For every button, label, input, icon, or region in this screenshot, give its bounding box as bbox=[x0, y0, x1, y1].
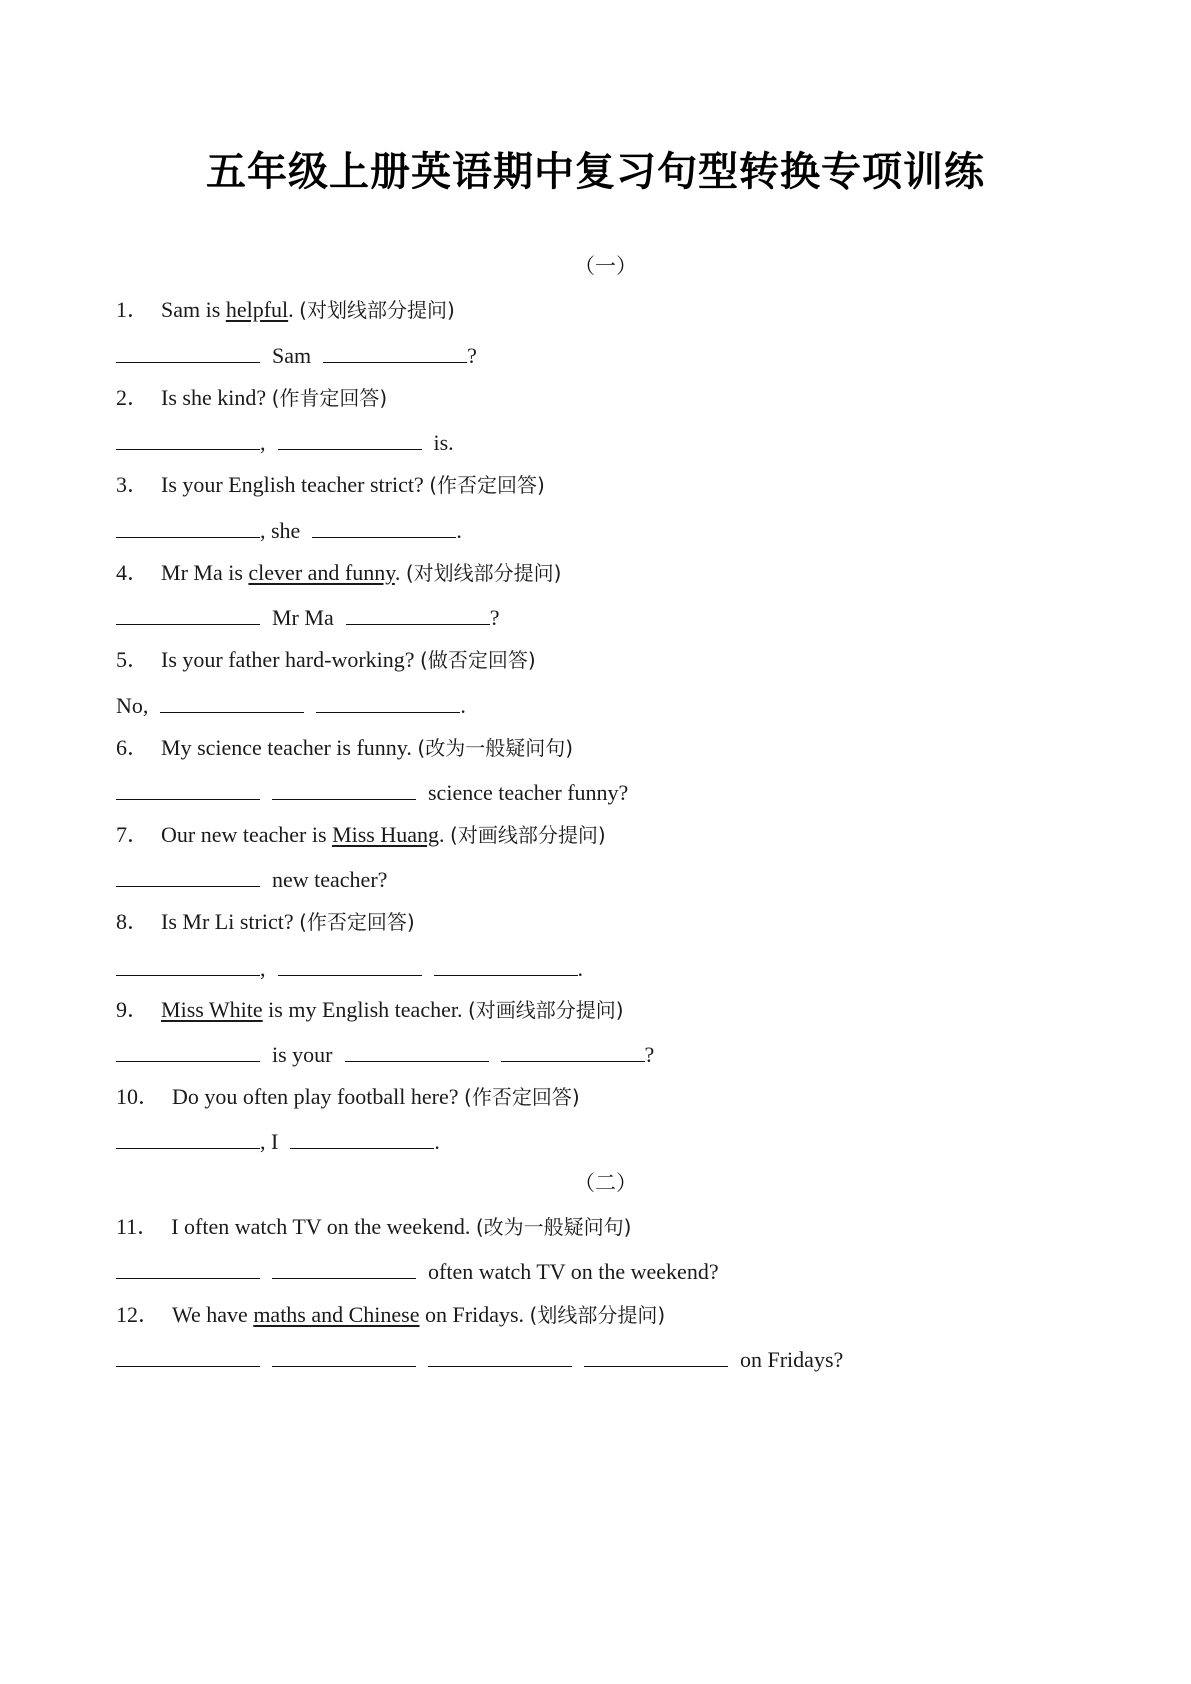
answer-line-2 bbox=[116, 427, 454, 457]
question-text: on Fridays. bbox=[419, 1302, 530, 1327]
answer-blank[interactable] bbox=[272, 1344, 416, 1367]
question-text: . bbox=[288, 297, 300, 322]
question-text: is my English teacher. bbox=[262, 997, 468, 1022]
answer-line-7 bbox=[116, 864, 387, 894]
question-number: 4． bbox=[116, 560, 150, 585]
answer-line-6 bbox=[116, 777, 628, 807]
question-2 bbox=[116, 383, 387, 413]
question-text: Sam is bbox=[161, 297, 226, 322]
answer-blank[interactable] bbox=[346, 602, 490, 625]
answer-blank[interactable] bbox=[116, 515, 260, 538]
answer-text: ? bbox=[467, 343, 477, 368]
answer-blank[interactable] bbox=[116, 1344, 260, 1367]
underlined-phrase: Miss White bbox=[161, 997, 263, 1022]
question-10 bbox=[116, 1082, 580, 1112]
instruction-hint: (作否定回答) bbox=[299, 910, 415, 934]
question-text: Is Mr Li strict? bbox=[161, 909, 300, 934]
answer-text: . bbox=[434, 1129, 440, 1154]
answer-text: . bbox=[456, 518, 462, 543]
instruction-hint: (作否定回答) bbox=[429, 473, 545, 497]
answer-blank[interactable] bbox=[116, 953, 260, 976]
question-number: 5． bbox=[116, 647, 150, 672]
answer-blank[interactable] bbox=[160, 690, 304, 713]
answer-blank[interactable] bbox=[116, 777, 260, 800]
question-9 bbox=[116, 995, 624, 1025]
answer-blank[interactable] bbox=[290, 1126, 434, 1149]
question-number: 3． bbox=[116, 472, 150, 497]
question-text: Is your English teacher strict? bbox=[161, 472, 430, 497]
instruction-hint: (对画线部分提问) bbox=[467, 998, 624, 1022]
answer-text: is. bbox=[433, 430, 454, 455]
answer-blank[interactable] bbox=[116, 1256, 260, 1279]
answer-text: Sam bbox=[272, 343, 312, 368]
question-text: We have bbox=[172, 1302, 254, 1327]
question-text: Do you often play football here? bbox=[172, 1084, 465, 1109]
answer-blank[interactable] bbox=[312, 515, 456, 538]
question-4 bbox=[116, 558, 561, 588]
answer-line-3 bbox=[116, 515, 462, 545]
answer-text: No, bbox=[116, 693, 149, 718]
answer-line-1 bbox=[116, 340, 477, 370]
question-number: 11． bbox=[116, 1214, 160, 1239]
question-text: Is your father hard-working? bbox=[161, 647, 421, 672]
question-7 bbox=[116, 820, 606, 850]
answer-line-5 bbox=[116, 690, 466, 720]
question-text: . bbox=[394, 560, 406, 585]
answer-text: , bbox=[260, 430, 266, 455]
answer-line-12 bbox=[116, 1344, 843, 1374]
question-8 bbox=[116, 907, 415, 937]
answer-line-11 bbox=[116, 1256, 719, 1286]
answer-text: on Fridays? bbox=[740, 1347, 844, 1372]
answer-blank[interactable] bbox=[278, 953, 422, 976]
instruction-hint: (划线部分提问) bbox=[529, 1303, 666, 1327]
question-5 bbox=[116, 645, 536, 675]
answer-text: . bbox=[577, 956, 583, 981]
underlined-phrase: maths and Chinese bbox=[253, 1302, 420, 1327]
answer-blank[interactable] bbox=[584, 1344, 728, 1367]
question-3 bbox=[116, 470, 545, 500]
answer-text: ? bbox=[644, 1042, 655, 1067]
answer-text: ? bbox=[489, 605, 500, 630]
question-text: I often watch TV on the weekend. bbox=[171, 1214, 476, 1239]
answer-blank[interactable] bbox=[316, 690, 460, 713]
instruction-hint: (对画线部分提问) bbox=[450, 823, 606, 847]
instruction-hint: (做否定回答) bbox=[420, 648, 536, 672]
answer-text: science teacher funny? bbox=[428, 780, 629, 805]
answer-text: , I bbox=[260, 1129, 279, 1154]
answer-blank[interactable] bbox=[278, 427, 422, 450]
answer-text: , bbox=[260, 956, 266, 981]
answer-text: Mr Ma bbox=[272, 605, 334, 630]
answer-blank[interactable] bbox=[272, 1256, 416, 1279]
instruction-hint: (作肯定回答) bbox=[271, 386, 388, 410]
question-text: Our new teacher is bbox=[161, 822, 333, 847]
question-6 bbox=[116, 733, 573, 763]
answer-blank[interactable] bbox=[116, 1039, 260, 1062]
question-text: My science teacher is funny. bbox=[161, 735, 418, 760]
question-number: 6． bbox=[116, 735, 150, 760]
instruction-hint: (改为一般疑问句) bbox=[417, 736, 573, 760]
question-number: 9． bbox=[116, 997, 150, 1022]
answer-blank[interactable] bbox=[116, 864, 260, 887]
answer-line-9 bbox=[116, 1039, 654, 1069]
answer-text: often watch TV on the weekend? bbox=[428, 1259, 719, 1284]
answer-blank[interactable] bbox=[345, 1039, 489, 1062]
answer-blank[interactable] bbox=[428, 1344, 572, 1367]
answer-line-10 bbox=[116, 1126, 440, 1156]
answer-blank[interactable] bbox=[501, 1039, 645, 1062]
answer-line-8 bbox=[116, 953, 583, 983]
question-1 bbox=[116, 295, 455, 325]
answer-text: , she bbox=[260, 518, 301, 543]
question-number: 10． bbox=[116, 1084, 161, 1109]
answer-blank[interactable] bbox=[272, 777, 416, 800]
question-text: Mr Ma is bbox=[161, 560, 249, 585]
section-heading-1: （一） bbox=[574, 254, 637, 278]
answer-text: is your bbox=[272, 1042, 333, 1067]
answer-blank[interactable] bbox=[323, 340, 467, 363]
underlined-phrase: helpful bbox=[225, 297, 289, 322]
answer-blank[interactable] bbox=[434, 953, 578, 976]
answer-blank[interactable] bbox=[116, 602, 260, 625]
answer-blank[interactable] bbox=[116, 340, 260, 363]
question-number: 1． bbox=[116, 297, 150, 322]
question-12 bbox=[116, 1300, 665, 1330]
underlined-phrase: clever and funny bbox=[248, 560, 395, 585]
answer-line-4 bbox=[116, 602, 499, 632]
question-text: . bbox=[439, 822, 451, 847]
instruction-hint: (作否定回答) bbox=[464, 1085, 580, 1109]
answer-blank[interactable] bbox=[116, 1126, 260, 1149]
section-heading-2: （二） bbox=[574, 1171, 637, 1195]
answer-text: . bbox=[460, 693, 466, 718]
question-number: 7． bbox=[116, 822, 150, 847]
instruction-hint: (对划线部分提问) bbox=[299, 298, 455, 322]
underlined-phrase: Miss Huang bbox=[332, 822, 440, 847]
answer-blank[interactable] bbox=[116, 427, 260, 450]
question-11 bbox=[116, 1212, 631, 1242]
question-number: 12． bbox=[116, 1302, 161, 1327]
instruction-hint: (对划线部分提问) bbox=[405, 561, 562, 585]
instruction-hint: (改为一般疑问句) bbox=[475, 1215, 632, 1239]
question-number: 2． bbox=[116, 385, 150, 410]
question-text: Is she kind? bbox=[161, 385, 272, 410]
page-title: 五年级上册英语期中复习句型转换专项训练 bbox=[206, 149, 985, 195]
answer-text: new teacher? bbox=[272, 867, 388, 892]
question-number: 8． bbox=[116, 909, 150, 934]
